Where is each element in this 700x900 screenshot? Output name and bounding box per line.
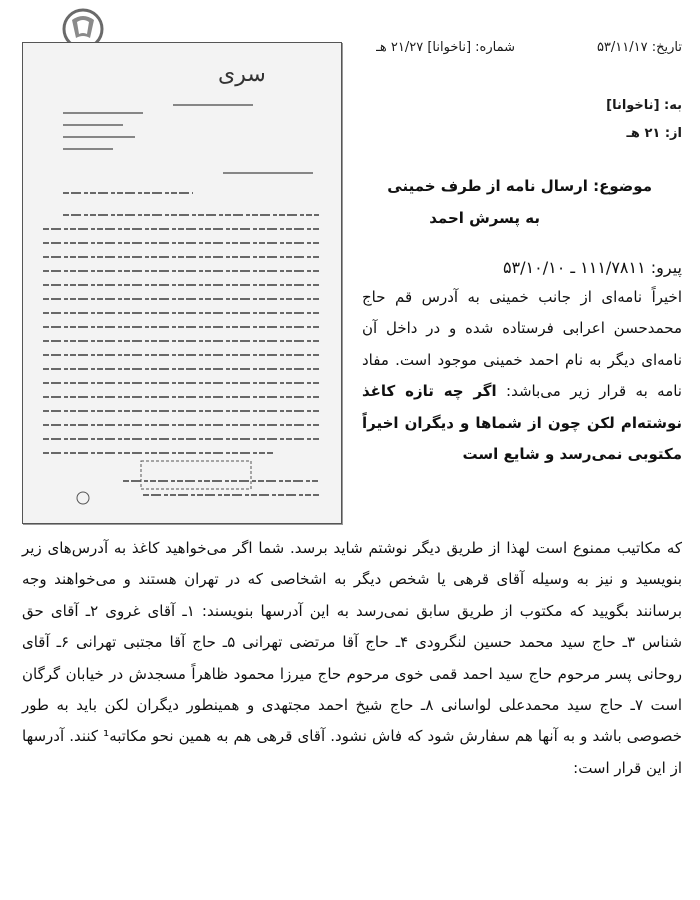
header-from: از: ۲۱ هـ (626, 126, 682, 141)
header-number: شماره: [ناخوانا] ۲۱/۲۷ هـ (376, 40, 515, 55)
subject-line-1: موضوع: ارسال نامه از طرف خمینی (387, 177, 652, 195)
body-intro-text: اخیراً نامه‌ای از جانب خمینی به آدرس قم حاج محمدحسن اعرابی فرستاده شده و در داخل آن نامه‌ای دیگر به نام احمد خمینی موجود است. مفاد نامه به قرار زیر می‌باشد: (362, 288, 682, 401)
quote-start: اگر چه تازه کاغذ نوشته‌ام لکن چون از شماها و دیگران اخیراً مکتوبی نمی‌رسد و شایع است (362, 382, 682, 464)
header-date: تاریخ: ۵۳/۱۱/۱۷ (596, 40, 682, 55)
subject (352, 170, 652, 234)
document-header-text: سری (218, 62, 266, 87)
body-intro (362, 282, 682, 470)
reference-number: پیرو: ۱۱۱/۷۸۱۱ ـ ۵۳/۱۰/۱۰ (502, 258, 682, 277)
original-document-image (22, 42, 342, 524)
body-letter: که مکاتیب ممنوع است لهذا از طریق دیگر نوشتم شاید برسد. شما اگر می‌خواهید کاغذ به آدرس‌های زیر بنویسید و نیز به وسیله آقای قرهی یا شخص دیگر به اشخاصی که در تهران هستند و می‌خواهند وجه برسانند بگویید که مکتوب از طریق سابق نمی‌رسد به این آدرسها بنویسند: ۱ـ آقای غروی ۲ـ آقای حق شناس ۳ـ حاج سید محمد حسین لنگرودی ۴ـ حاج آقا مرتضی تهرانی ۵ـ حاج آقا مجتبی تهرانی ۶ـ آقای روحانی پسر مرحوم حاج سید احمد قمی خوی مرحوم حاج میرزا محمود ظاهراً مسجدش در خیابان گرگان است ۷ـ حاج سید محمدعلی لواسانی ۸ـ حاج شیخ احمد مجتهدی و همینطور دیگران لکن باید به طور خصوصی باشد و به آنها هم سفارش شود که فاش نشود. آقای قرهی هم به همین نحو مکاتبه¹ کنند. آدرسها از این قرار است: (22, 539, 683, 777)
header-to: به: [ناخوانا] (606, 98, 682, 113)
subject-line-2: به پسرش احمد (429, 209, 540, 227)
